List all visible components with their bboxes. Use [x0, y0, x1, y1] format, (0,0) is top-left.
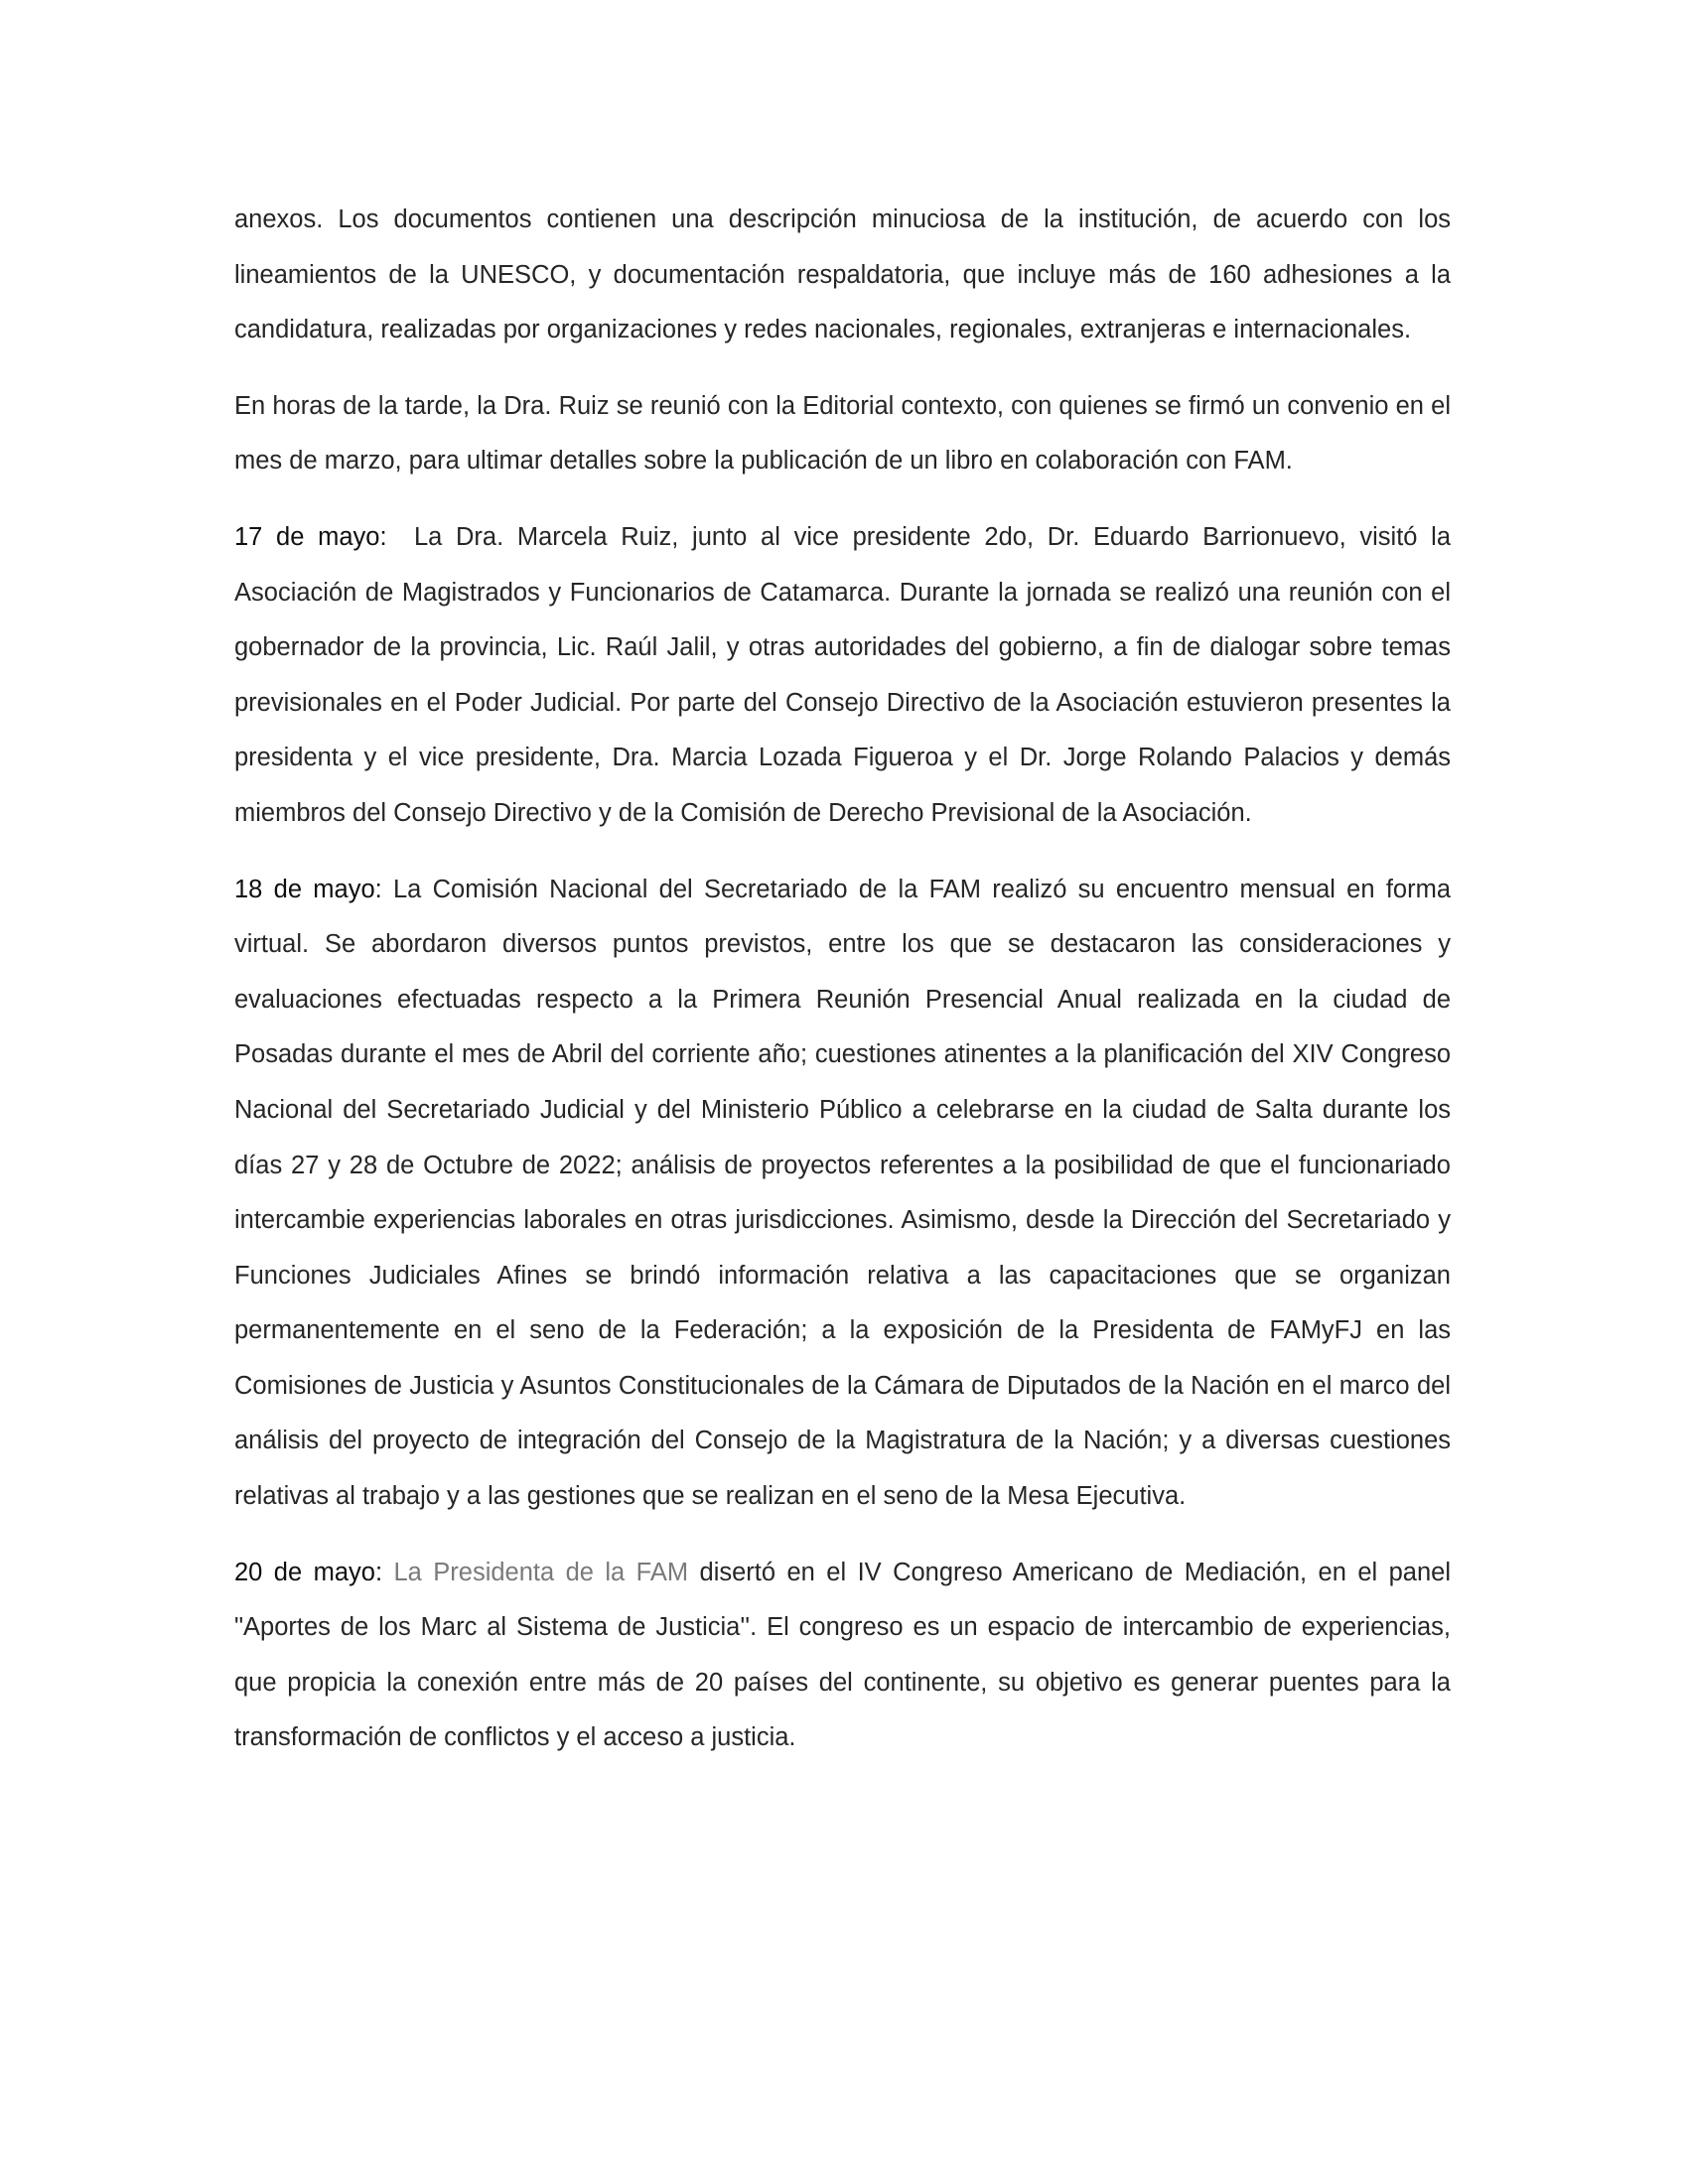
- paragraph-text: anexos. Los documentos contienen una descripción minuciosa de la institución, de acuerdo con los lineamientos de la UNESCO, y documentación respaldatoria, que incluye más de 160 adhesiones a la candidatura, realizadas por organizaciones y redes nacionales, regionales, extranjeras e internacionales.: [234, 205, 1451, 344]
- paragraph-anexos: [234, 193, 1451, 358]
- paragraph-text: La Comisión Nacional del Secretariado de la FAM realizó su encuentro mensual en forma virtual. Se abordaron diversos puntos previstos, entre los que se destacaron las consideraciones y evaluaciones efectuadas respecto a la Primera Reunión Presencial Anual realizada en la ciudad de Posadas durante el mes de Abril del corriente año; cuestiones atinentes a la planificación del XIV Congreso Nacional del Secretariado Judicial y del Ministerio Público a celebrarse en la ciudad de Salta durante los días 27 y 28 de Octubre de 2022; análisis de proyectos referentes a la posibilidad de que el funcionariado intercambie experiencias laborales en otras jurisdicciones. Asimismo, desde la Dirección del Secretariado y Funciones Judiciales Afines se brindó información relativa a las capacitaciones que se organizan permanentemente en el seno de la Federación; a la exposición de la Presidenta de FAMyFJ en las Comisiones de Justicia y Asuntos Constitucionales de la Cámara de Diputados de la Nación en el marco del análisis del proyecto de integración del Consejo de la Magistratura de la Nación; y a diversas cuestiones relativas al trabajo y a las gestiones que se realizan en el seno de la Mesa Ejecutiva.: [234, 875, 1451, 1511]
- entry-date: 18 de mayo:: [234, 875, 382, 903]
- paragraph-editorial: [234, 379, 1451, 489]
- paragraph-text: disertó en el IV Congreso Americano de Mediación, en el panel "Aportes de los Marc al Sistema de Justicia''. El congreso es un espacio de intercambio de experiencias, que propicia la conexión entre más de 20 países del continente, su objetivo es generar puentes para la transformación de conflictos y el acceso a justicia.: [234, 1558, 1451, 1752]
- document-body: [234, 193, 1451, 1787]
- highlighted-text: La Presidenta de la FAM: [393, 1558, 689, 1586]
- paragraph-17-mayo: [234, 510, 1451, 842]
- paragraph-18-mayo: [234, 863, 1451, 1525]
- paragraph-20-mayo: [234, 1546, 1451, 1766]
- entry-date: 17 de mayo:: [234, 522, 387, 551]
- paragraph-text: En horas de la tarde, la Dra. Ruiz se reunió con la Editorial contexto, con quienes se firmó un convenio en el mes de marzo, para ultimar detalles sobre la publicación de un libro en colaboración con FAM.: [234, 391, 1451, 476]
- entry-date: 20 de mayo:: [234, 1558, 383, 1586]
- paragraph-text: La Dra. Marcela Ruiz, junto al vice presidente 2do, Dr. Eduardo Barrionuevo, visitó la Asociación de Magistrados y Funcionarios de Catamarca. Durante la jornada se realizó una reunión con el gobernador de la provincia, Lic. Raúl Jalil, y otras autoridades del gobierno, a fin de dialogar sobre temas previsionales en el Poder Judicial. Por parte del Consejo Directivo de la Asociación estuvieron presentes la presidenta y el vice presidente, Dra. Marcia Lozada Figueroa y el Dr. Jorge Rolando Palacios y demás miembros del Consejo Directivo y de la Comisión de Derecho Previsional de la Asociación.: [234, 522, 1452, 827]
